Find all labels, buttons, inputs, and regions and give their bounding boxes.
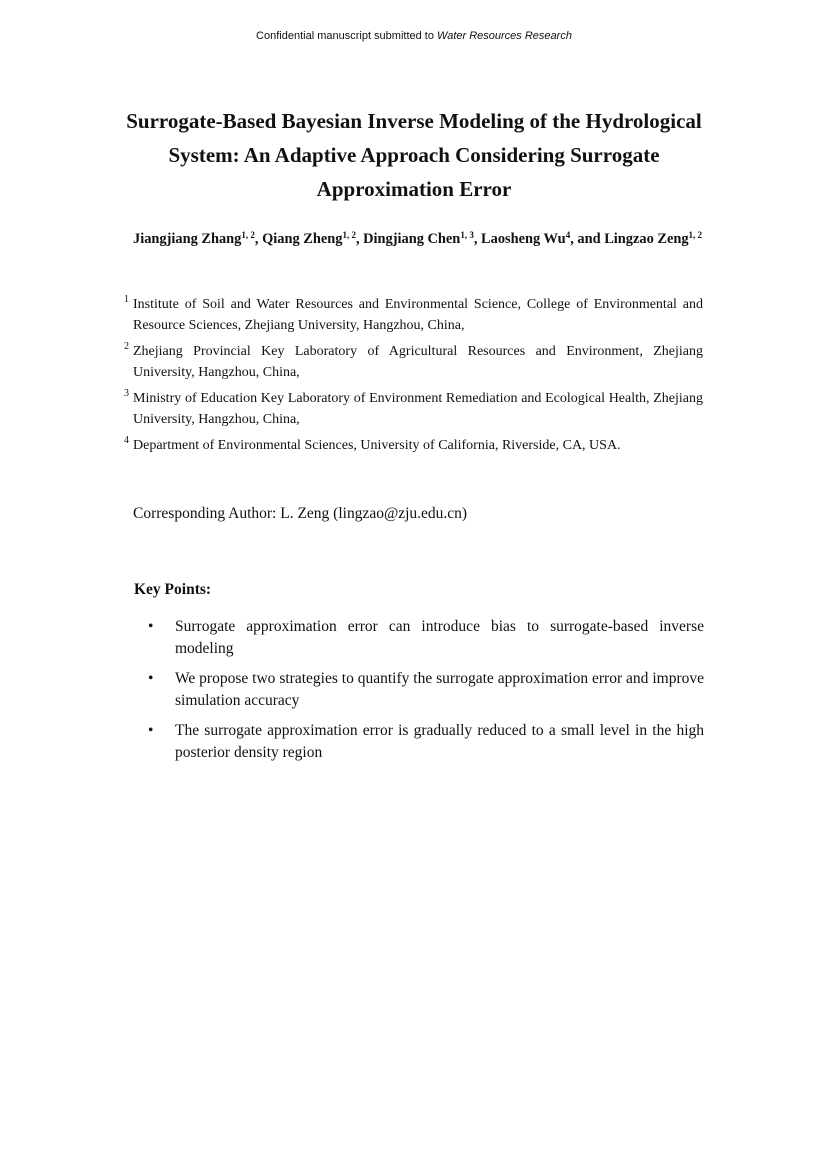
author-name: Jiangjiang Zhang — [133, 231, 242, 247]
author-affiliation-marker: 4 — [565, 230, 571, 240]
bullet-icon: • — [148, 670, 154, 687]
affiliation-number: 4 — [124, 435, 129, 446]
author-name: Laosheng Wu — [481, 231, 566, 247]
author-affiliation-marker: 1, 2 — [688, 230, 703, 240]
key-point-text: We propose two strategies to quantify the surrogate approximation error and improve simulation accuracy — [175, 670, 704, 709]
running-header-prefix: Confidential manuscript submitted to — [256, 30, 438, 42]
affiliation-text: Institute of Soil and Water Resources and Environmental Science, College of Environmental and Resource Sciences, Zhejiang University, Hangzhou, China, — [133, 297, 703, 333]
author-affiliation-marker: 1, 3 — [460, 230, 474, 240]
affiliation-item — [123, 388, 703, 430]
affiliation-text: Ministry of Education Key Laboratory of Environment Remediation and Ecological Health, Zhejiang University, Hangzhou, China, — [133, 391, 703, 427]
author-separator: , — [355, 231, 364, 247]
key-point-item — [134, 720, 704, 763]
affiliation-number: 3 — [124, 388, 129, 399]
running-header — [0, 30, 828, 42]
journal-name: Water Resources Research — [437, 30, 572, 42]
key-points-list — [134, 616, 704, 772]
author-affiliation-marker: 1, 2 — [241, 230, 255, 240]
affiliation-text: Department of Environmental Sciences, University of California, Riverside, CA, USA. — [133, 438, 621, 453]
affiliation-text: Zhejiang Provincial Key Laboratory of Agricultural Resources and Environment, Zhejiang University, Hangzhou, China, — [133, 344, 703, 380]
bullet-icon: • — [148, 722, 154, 739]
author-list — [133, 228, 703, 250]
bullet-icon: • — [148, 618, 154, 635]
key-point-text: The surrogate approximation error is gradually reduced to a small level in the high posterior density region — [175, 722, 704, 761]
author-separator: , — [473, 231, 482, 247]
affiliation-number: 2 — [124, 341, 129, 352]
author-name: Qiang Zheng — [262, 231, 343, 247]
affiliation-item — [123, 294, 703, 336]
affiliation-list — [123, 294, 703, 461]
key-points-heading: Key Points: — [134, 581, 212, 598]
author-separator: , — [254, 231, 263, 247]
author-name: Dingjiang Chen — [363, 231, 461, 247]
key-point-item — [134, 668, 704, 711]
key-point-text: Surrogate approximation error can introduce bias to surrogate-based inverse modeling — [175, 618, 704, 657]
key-point-item — [134, 616, 704, 659]
paper-title: Surrogate-Based Bayesian Inverse Modeling of the Hydrological System: An Adaptive Approach Considering Surrogate Approximation Error — [126, 109, 702, 201]
author-separator: , and — [570, 231, 605, 247]
corresponding-author: Corresponding Author: L. Zeng (lingzao@zju.edu.cn) — [133, 505, 468, 522]
affiliation-item — [123, 435, 703, 456]
author-affiliation-marker: 1, 2 — [342, 230, 356, 240]
affiliation-number: 1 — [124, 294, 129, 305]
affiliation-item — [123, 341, 703, 383]
author-name: Lingzao Zeng — [604, 231, 689, 247]
